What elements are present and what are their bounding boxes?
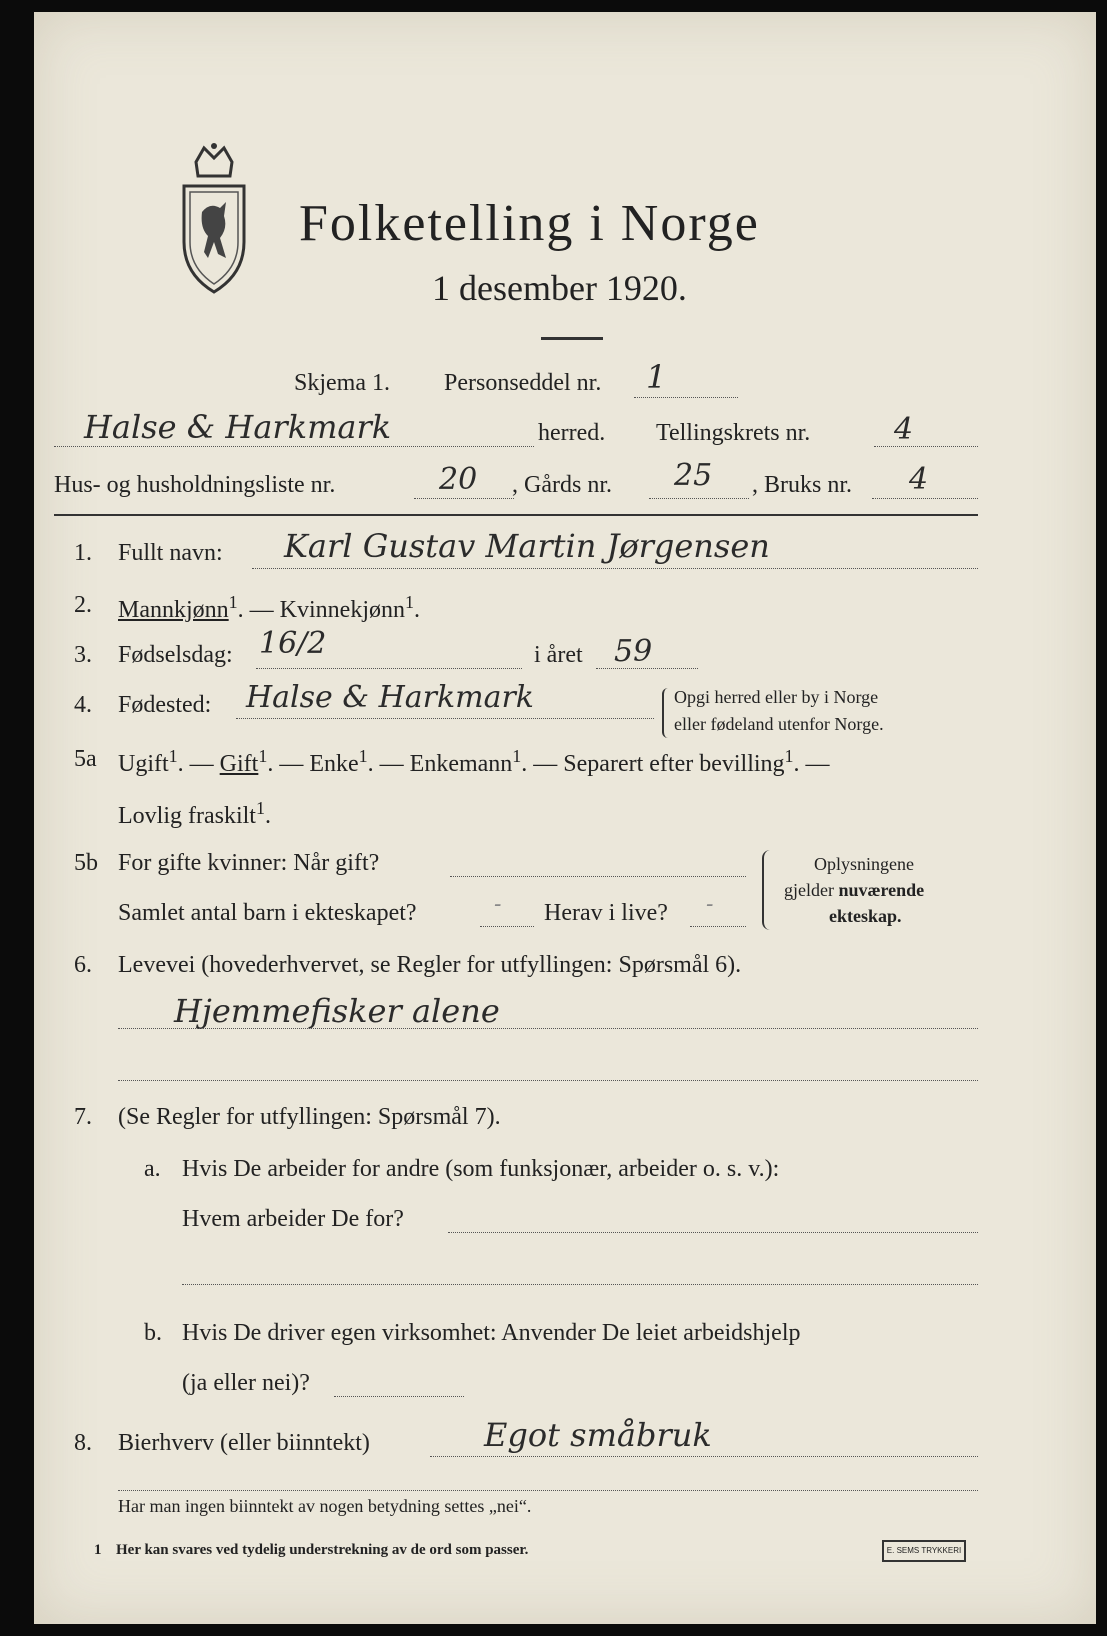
aaret-label: i året <box>534 642 583 668</box>
q2-number: 2. <box>74 592 92 618</box>
personseddel-value: 1 <box>646 358 667 396</box>
husliste-value: 20 <box>439 462 478 497</box>
q3-label: Fødselsdag: <box>118 642 233 668</box>
birthyear-value: 59 <box>614 634 653 669</box>
separert-option[interactable]: . — Separert efter bevilling <box>521 751 785 777</box>
gift-option[interactable]: Gift <box>219 751 259 777</box>
kvinnekjonn-option[interactable]: . — Kvinnekjønn <box>237 597 405 623</box>
birthday-value: 16/2 <box>259 626 327 661</box>
q4-number: 4. <box>74 692 92 718</box>
enkemann-option[interactable]: . — Enkemann <box>367 751 513 777</box>
form-title: Folketelling i Norge <box>299 195 760 252</box>
printer-stamp: E. SEMS TRYKKERI <box>882 1540 966 1562</box>
gards-label: , Gårds nr. <box>512 472 612 498</box>
q1-label: Fullt navn: <box>118 540 223 566</box>
form-date: 1 desember 1920. <box>432 268 687 308</box>
ugift-option[interactable]: Ugift <box>118 751 169 777</box>
birthplace-note-1: Opgi herred eller by i Norge <box>674 687 879 707</box>
herred-label: herred. <box>538 420 606 446</box>
skjema-label: Skjema 1. <box>294 370 390 396</box>
q8-number: 8. <box>74 1430 92 1456</box>
title-divider <box>541 337 603 340</box>
q7a-question: Hvem arbeider De for? <box>182 1206 404 1232</box>
gards-value: 25 <box>674 458 713 493</box>
herav-label: Herav i live? <box>544 900 668 926</box>
personseddel-label: Personseddel nr. <box>444 370 602 396</box>
census-form <box>34 12 1096 1624</box>
tellingskrets-value: 4 <box>894 412 914 447</box>
tellingskrets-label: Tellingskrets nr. <box>656 420 811 446</box>
q5b-number: 5b <box>74 850 98 876</box>
footer-note: Har man ingen biinntekt av nogen betydning settes „nei“. <box>118 1496 532 1516</box>
naar-gift-label: For gifte kvinner: Når gift? <box>118 850 380 876</box>
q7b-question: (ja eller nei)? <box>182 1370 310 1396</box>
q6-number: 6. <box>74 952 92 978</box>
q7b-letter: b. <box>144 1320 162 1346</box>
mannkjonn-option[interactable]: Mannkjønn <box>118 597 229 623</box>
birthplace-value: Halse & Harkmark <box>246 680 534 715</box>
q7a-letter: a. <box>144 1156 161 1182</box>
q7-label: (Se Regler for utfyllingen: Spørsmål 7). <box>118 1104 501 1130</box>
q3-number: 3. <box>74 642 92 668</box>
q8-label: Bierhverv (eller biinntekt) <box>118 1430 370 1456</box>
coat-of-arms-icon <box>174 142 254 297</box>
herred-value: Halse & Harkmark <box>84 408 392 446</box>
barn-label: Samlet antal barn i ekteskapet? <box>118 900 417 926</box>
bruks-label: , Bruks nr. <box>752 472 853 498</box>
q7b-text: Hvis De driver egen virksomhet: Anvender De leiet arbeidshjelp <box>182 1320 801 1346</box>
fraskilt-option[interactable]: Lovlig fraskilt$^1$. <box>118 798 271 829</box>
section-divider <box>54 514 978 516</box>
marital-status-options: Ugift$^1$. — Gift$^1$. — Enke$^1$. — Enkemann$^1$. — Separert efter bevilling$^1$. — <box>118 746 830 777</box>
enke-option[interactable]: . — Enke <box>267 751 359 777</box>
bierhverv-value: Egot småbruk <box>484 1416 712 1454</box>
footnote: Her kan svares ved tydelig understrekning av de ord som passer. <box>116 1542 529 1558</box>
occupation-value: Hjemmefisker alene <box>174 992 500 1030</box>
q7-number: 7. <box>74 1104 92 1130</box>
q4-label: Fødested: <box>118 692 212 718</box>
barn-value: - <box>494 892 502 917</box>
husliste-label: Hus- og husholdningsliste nr. <box>54 472 336 498</box>
herav-value: - <box>706 892 714 917</box>
bruks-value: 4 <box>909 462 929 497</box>
q7a-text: Hvis De arbeider for andre (som funksjonær, arbeider o. s. v.): <box>182 1156 780 1182</box>
q6-label: Levevei (hovederhvervet, se Regler for utfyllingen: Spørsmål 6). <box>118 952 742 978</box>
gender-options: Mannkjønn$^1$. — Kvinnekjønn$^1$. <box>118 592 420 623</box>
full-name-value: Karl Gustav Martin Jørgensen <box>284 527 770 565</box>
marriage-note-2: gjelder nuværende <box>784 880 925 900</box>
q1-number: 1. <box>74 540 92 566</box>
footnote-mark: 1 <box>94 1542 102 1558</box>
marriage-note-1: Oplysningene <box>814 854 914 874</box>
q5a-number: 5a <box>74 746 97 772</box>
marriage-note-3: ekteskap. <box>829 906 902 926</box>
birthplace-note-2: eller fødeland utenfor Norge. <box>674 714 884 734</box>
